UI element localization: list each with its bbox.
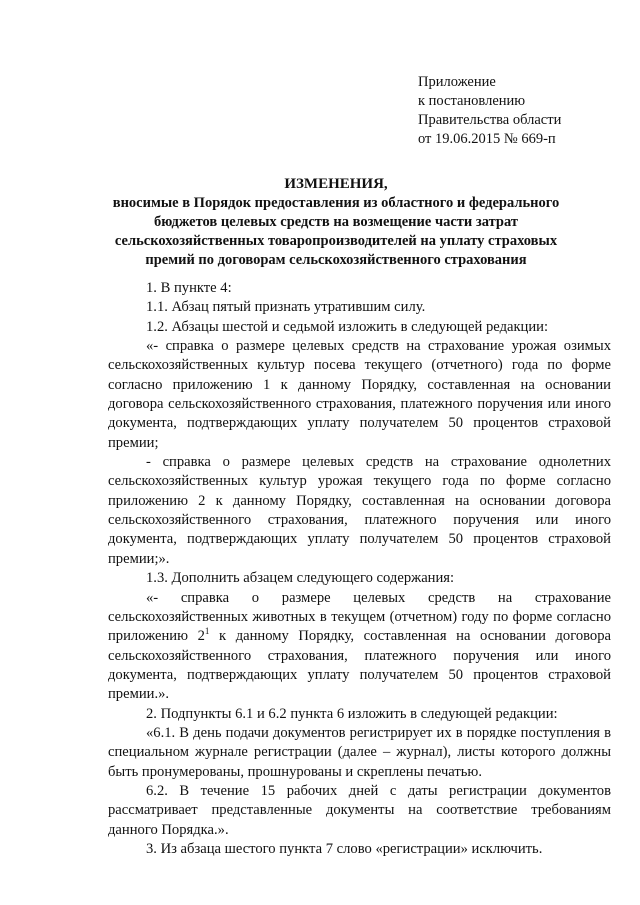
paragraph-text: «- справка о размере целевых средств на страхование сельскохозяйственных животных в текущем (отчетном) году по форме согласно приложению 2: [108, 589, 611, 645]
appendix-line: к постановлению: [418, 93, 526, 109]
paragraph: 1.2. Абзацы шестой и седьмой изложить в следующей редакции:: [146, 318, 549, 335]
appendix-block: [418, 73, 628, 149]
paragraph: 1. В пункте 4:: [146, 280, 232, 296]
paragraph: [108, 589, 611, 705]
paragraph: 3. Из абзаца шестого пункта 7 слово «регистрации» исключить.: [146, 840, 543, 857]
document-subtitle-line: вносимые в Порядок предоставления из областного и федерального: [112, 195, 560, 211]
document-subtitle-line: бюджетов целевых средств на возмещение части затрат: [154, 214, 518, 230]
paragraph: 6.2. В течение 15 рабочих дней с даты регистрации документов рассматривает представленные документы на соответствие требованиям данного Порядка.».: [108, 782, 611, 838]
paragraph: - справка о размере целевых средств на страхование однолетних сельскохозяйственных культур урожая текущего года по форме согласно приложению 2 к данному Порядку, составленная на основании договора сельскохозяйственного страхования, платежного поручения или иного документа, подтверждающих уплату получателем 50 процентов страховой премии;».: [108, 454, 611, 567]
paragraph-text: к данному Порядку, составленная на основании договора сельскохозяйственного страхования, платежного поручения или иного документа, подтверждающих уплату получателем 50 процентов страховой премии.».: [108, 628, 611, 703]
document-body: [108, 279, 611, 859]
appendix-date-line: от 19.06.2015 № 669-п: [418, 131, 556, 147]
document-subtitle-line: премий по договорам сельскохозяйственного страхования: [145, 252, 527, 268]
superscript: 1: [204, 626, 210, 637]
document-subtitle-line: сельскохозяйственных товаропроизводителей на уплату страховых: [114, 233, 558, 249]
paragraph: «6.1. В день подачи документов регистрирует их в порядке поступления в специальном журнале регистрации (далее – журнал), листы которого должны быть пронумерованы, прошнурованы и скреплены печатью.: [108, 724, 611, 780]
appendix-line: Приложение: [418, 74, 496, 90]
paragraph: 2. Подпункты 6.1 и 6.2 пункта 6 изложить в следующей редакции:: [146, 705, 558, 722]
document-title: ИЗМЕНЕНИЯ,: [284, 176, 388, 192]
paragraph: 1.3. Дополнить абзацем следующего содержания:: [146, 570, 455, 587]
document-heading: [108, 175, 564, 270]
appendix-line: Правительства области: [418, 112, 562, 128]
paragraph: «- справка о размере целевых средств на страхование урожая озимых сельскохозяйственных культур посева текущего (отчетного) года по форме согласно приложению 1 к данному Порядку, составленная на основании договора сельскохозяйственного страхования, платежного поручения или иного документа, подтверждающих уплату получателем 50 процентов страховой премии;: [108, 338, 611, 451]
paragraph: 1.1. Абзац пятый признать утратившим силу.: [146, 299, 426, 316]
